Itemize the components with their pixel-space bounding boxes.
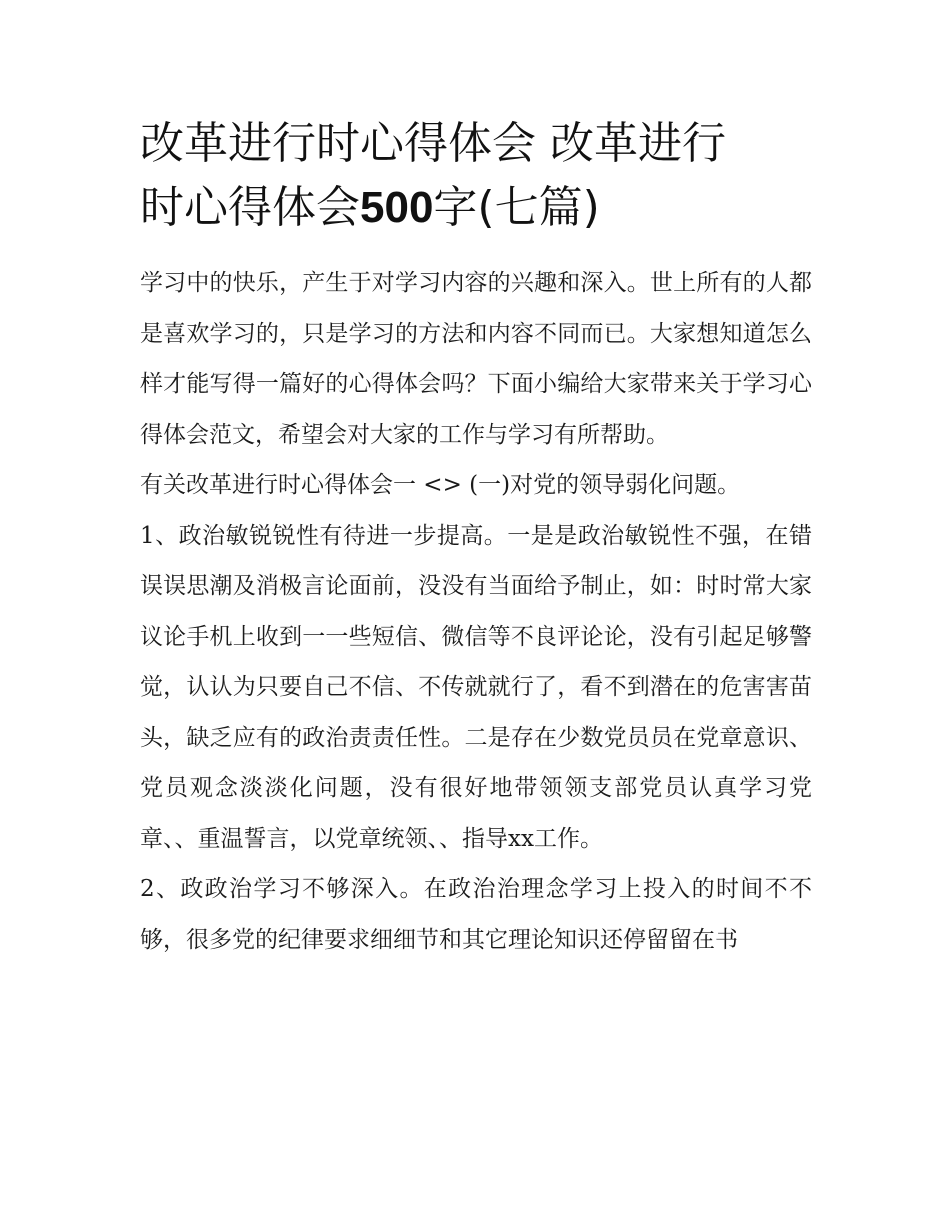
document-content: [140, 112, 812, 965]
point-2-paragraph: 2、政政治学习不够深入。在政治治理念学习上投入的时间不不够，很多党的纪律要求细细节和其它理论知识还停留留在书: [140, 876, 812, 953]
document-body: [140, 258, 812, 965]
section-heading-paragraph: 有关改革进行时心得体会一 <> (一)对党的领导弱化问题。: [140, 472, 741, 498]
title-number: 500: [360, 183, 434, 232]
title-text-part2: 字(七篇): [433, 182, 600, 233]
document-title: [140, 112, 812, 240]
intro-paragraph: 学习中的快乐，产生于对学习内容的兴趣和深入。世上所有的人都是喜欢学习的，只是学习的方法和内容不同而已。大家想知道怎么样才能写得一篇好的心得体会吗？下面小编给大家带来关于学习心得体会范文，希望会对大家的工作与学习有所帮助。: [140, 270, 812, 448]
point-1-paragraph: 1、政治敏锐锐性有待进一步提高。一是是政治敏锐性不强，在错误误思潮及消极言论面前，没没有当面给予制止，如：时时常大家议论手机上收到一一些短信、微信等不良评论论，没有引起足够警觉，认认为只要自己不信、不传就就行了，看不到潜在的危害害苗头，缺乏应有的政治责责任性。二是存在少数党员员在党章意识、党员观念淡淡化问题，没有很好地带领领支部党员认真学习党章、、重温誓言，以党章统领、、指导xx工作。: [140, 522, 812, 852]
title-text-part1-continued: 时心得体会: [140, 182, 360, 233]
title-text-part1: 改革进行时心得体会 改革进行: [140, 118, 726, 169]
